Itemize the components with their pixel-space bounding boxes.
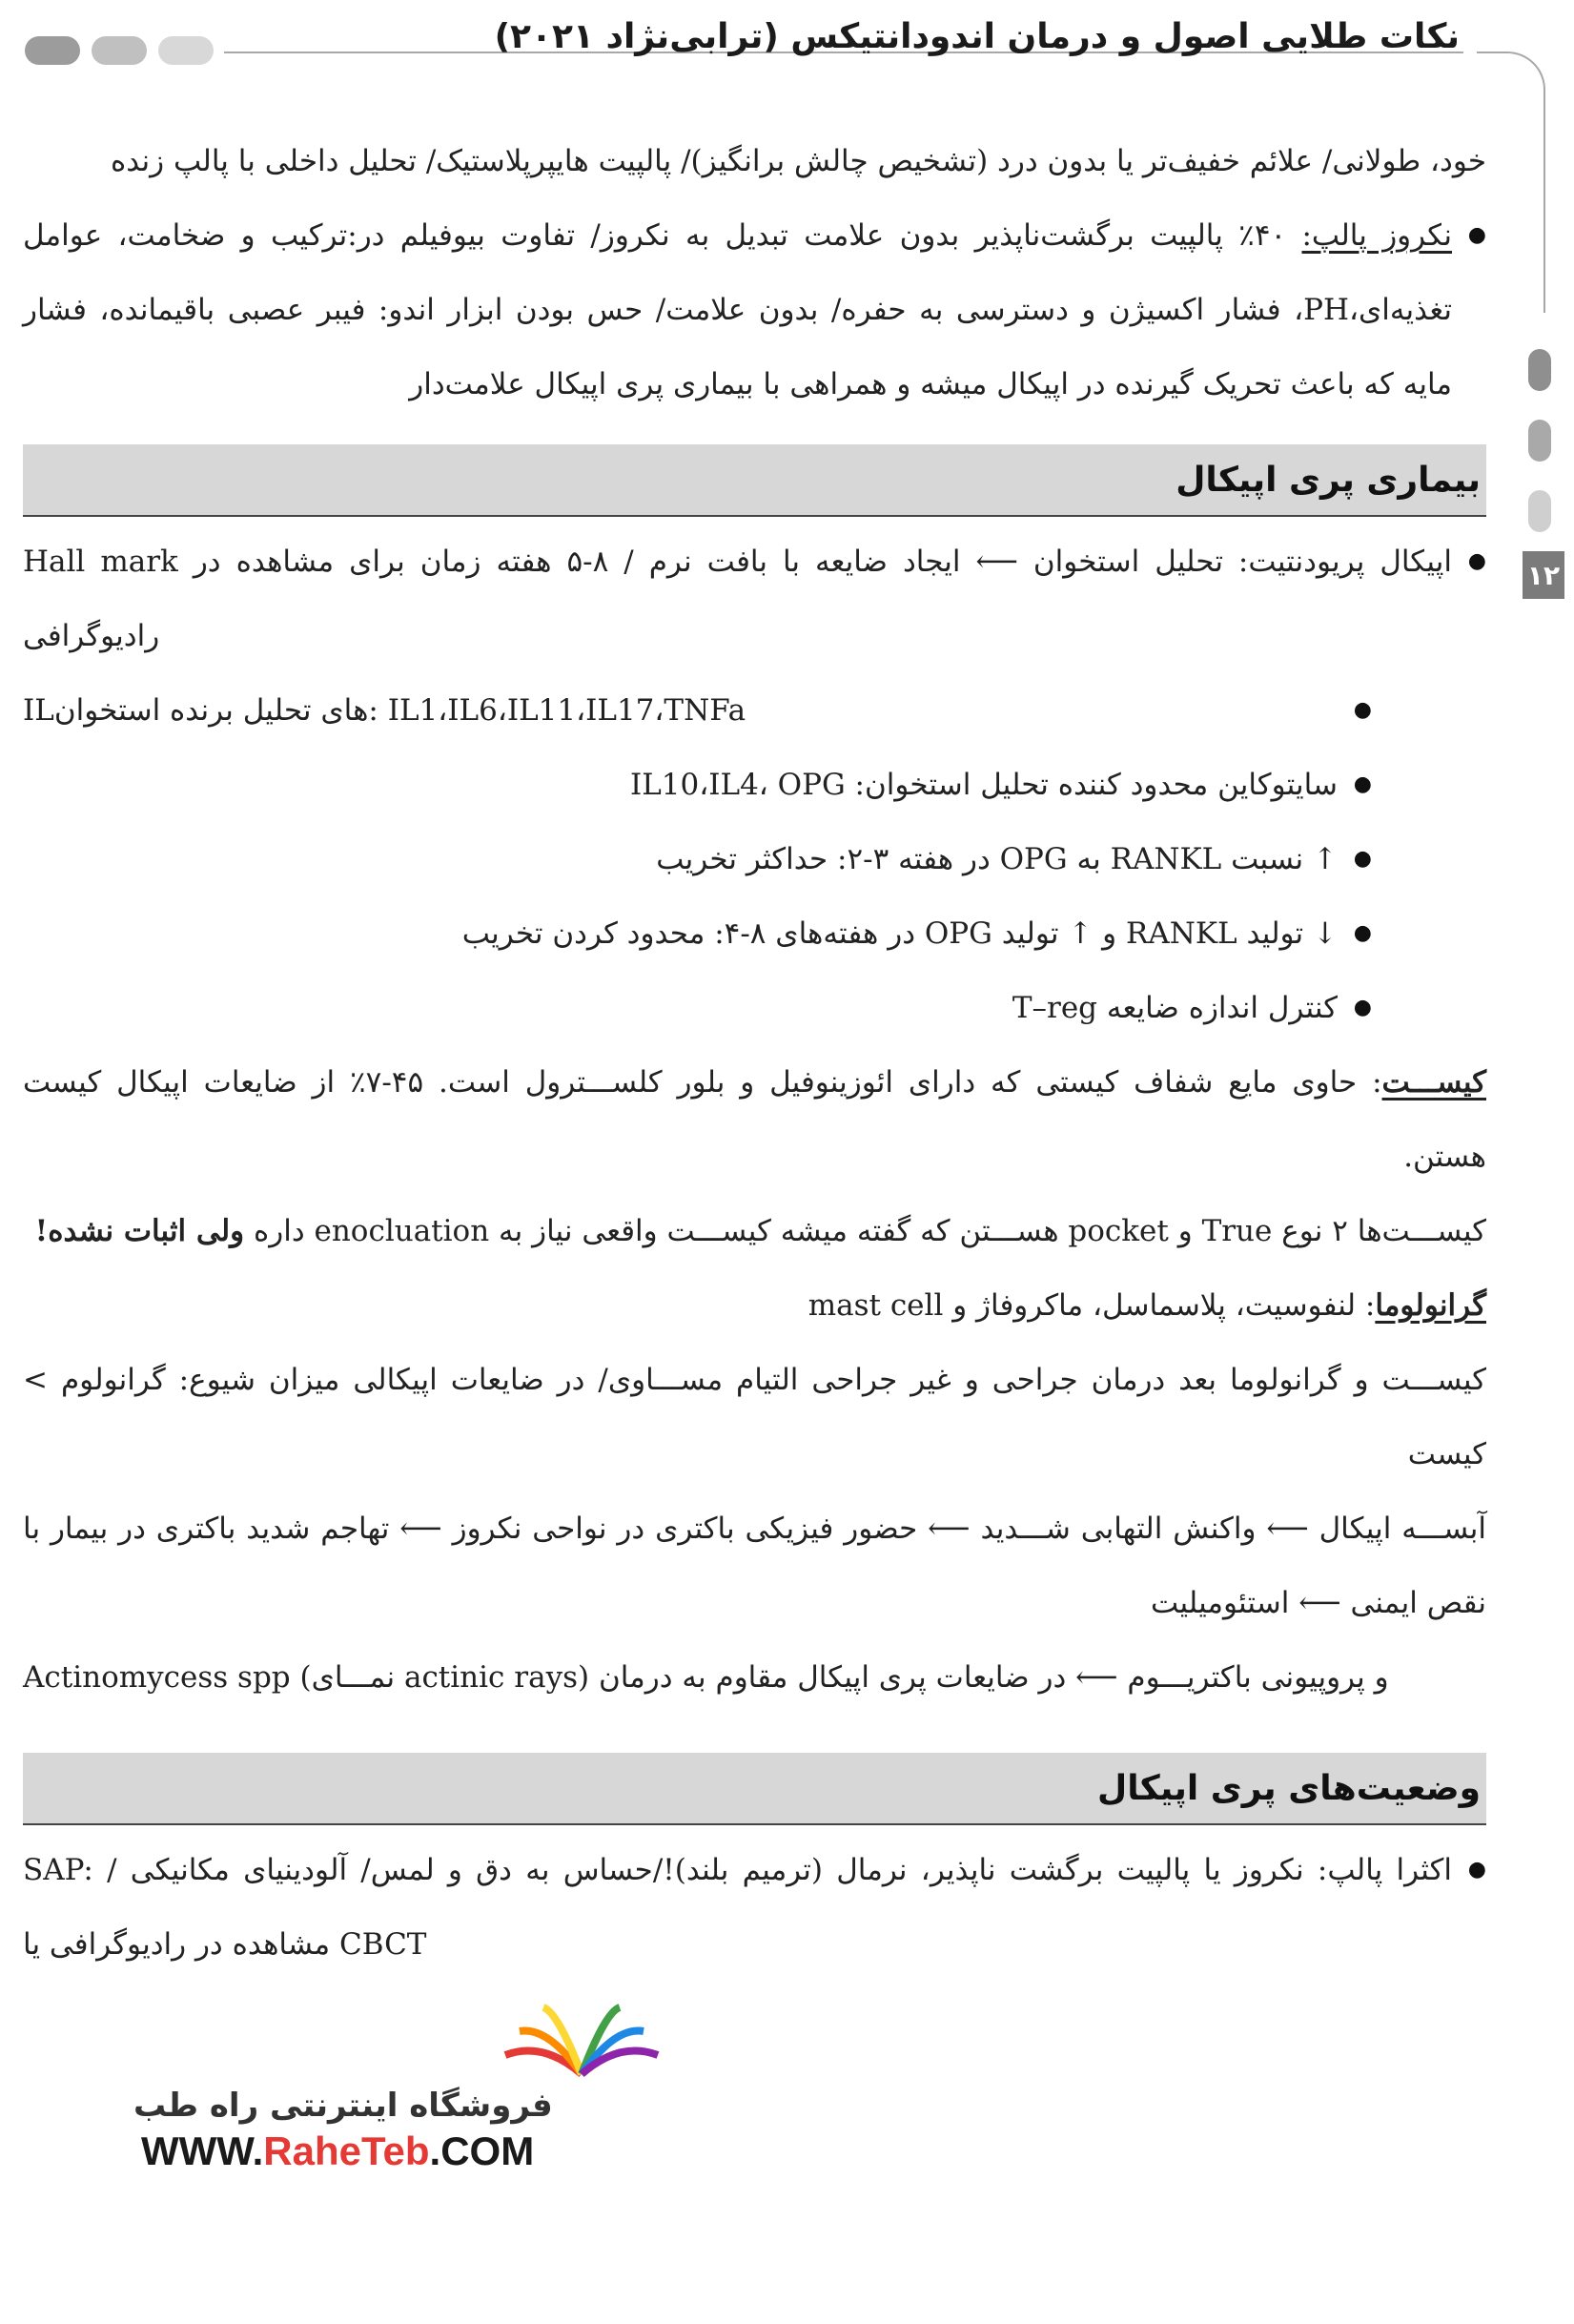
- running-title: نکات طلایی اصول و درمان اندودانتیکس (ترابی‌نژاد ۲۰۲۱): [494, 17, 1460, 56]
- necrosis-text: ۴۰٪ پالپیت برگشت‌ناپذیر بدون علامت تبدیل به نکروز/ تفاوت بیوفیلم در:ترکیب و ضخامت، عوامل تغذیه‌ای،PH، فشار اکسیژن و دسترسی به حفره/ بدون علامت/ حس بودن ابزار اندو: فیبر عصبی باقیمانده، فشار مایه که باعث تحریک گیرنده در اپیکال میشه و همراهی با بیماری پری اپیکال علامت‌دار: [23, 218, 1452, 401]
- actinomyces-paragraph: Actinomycess spp (نمـــای actinic rays) و پروپیونی باکتریـــوم ⟵ در ضایعات پری اپیکال مقاوم به درمان: [23, 1660, 1389, 1695]
- list-item: ● کنترل اندازه ضایعه T–reg: [23, 971, 1372, 1045]
- list-item: ● Hall mark اپیکال پریودنتیت: تحلیل استخوان ⟵ ایجاد ضایعه با بافت نرم / ۸-۵ هفته زمان برای مشاهده در رادیوگرافی: [23, 524, 1486, 673]
- page-header: [0, 0, 1574, 114]
- section-title: بیماری پری اپیکال: [1175, 460, 1481, 500]
- cyst-label: کیســـت: [1381, 1065, 1486, 1100]
- section-header-periapical-conditions: [23, 1753, 1486, 1825]
- decoration-dot: [92, 36, 147, 65]
- list-item: ● ILهای تحلیل برنده استخوان: IL1،IL6،IL11،IL17،TNFa: [23, 673, 1372, 748]
- side-marker: [1528, 349, 1551, 391]
- url-suffix: .COM: [429, 2129, 535, 2173]
- section-header-periapical-disease: [23, 444, 1486, 517]
- cyst-text: : حاوی مایع شفاف کیستی که دارای ائوزینوفیل و بلور کلســـترول است. ۴۵-۷٪ از ضایعات اپیکال کیست هستن.: [23, 1065, 1486, 1174]
- granuloma-text: : لنفوسیت، پلاسماسل، ماکروفاژ و mast cell: [807, 1288, 1376, 1323]
- side-marker: [1528, 490, 1551, 532]
- side-rail: [1543, 113, 1545, 313]
- decoration-dot: [158, 36, 214, 65]
- store-url: [141, 2129, 534, 2174]
- cyst-paragraph: [23, 1045, 1486, 1194]
- list-item: ● SAP: اکثرا پالپ: نکروز یا پالپیت برگشت ناپذیر، نرمال (ترمیم بلند)!/حساس به دق و لمس/ آلودینیای مکانیکی / مشاهده در رادیوگرافی یا CBCT: [23, 1833, 1486, 1982]
- abscess-paragraph: آبســـه اپیکال ⟵ واکنش التهابی شـــدید ⟵ حضور فیزیکی باکتری در نواحی نکروز ⟵ تهاجم شدید باکتری در بیمار با نقص ایمنی ⟵ استئومیلیت: [23, 1512, 1486, 1620]
- decoration-dot: [25, 36, 80, 65]
- list-item: ● ↓ تولید RANKL و ↑ تولید OPG در هفته‌های ۸-۴: محدود کردن تخریب: [23, 896, 1372, 971]
- healing-paragraph: کیســـت و گرانولوما بعد درمان جراحی و غیر جراحی التیام مســـاوی/ در ضایعات اپیکالی میزان شیوع: گرانولوم > کیست: [23, 1363, 1486, 1471]
- header-decoration-dots: [25, 36, 214, 65]
- cyst-types-emphasis: ولی اثبات نشده!: [34, 1214, 245, 1248]
- necrosis-label: نکروز پالپ:: [1301, 218, 1452, 253]
- store-name: فروشگاه اینترنتی راه طب: [133, 2087, 553, 2125]
- cyst-types-paragraph: [23, 1194, 1486, 1268]
- list-item: ● ↑ نسبت RANKL به OPG در هفته ۳-۲: حداکثر تخریب: [23, 822, 1372, 896]
- section-title: وضعیت‌های پری اپیکال: [1097, 1768, 1481, 1808]
- intro-paragraph: خود، طولانی/ علائم خفیف‌تر یا بدون درد (تشخیص چالش برانگیز)/ پالپیت هایپرپلاستیک/ تحلیل داخلی با پالپ زنده: [111, 144, 1486, 178]
- page-number: ۱۲: [1523, 551, 1564, 599]
- list-item: ● سایتوکاین محدود کننده تحلیل استخوان: IL10،IL4، OPG: [23, 748, 1372, 822]
- header-corner-curve: [1477, 51, 1545, 120]
- granuloma-label: گرانولوما: [1375, 1288, 1486, 1323]
- necrosis-bullet: [23, 198, 1486, 422]
- url-prefix: WWW.: [141, 2129, 264, 2173]
- side-marker: [1528, 420, 1551, 462]
- store-watermark: [133, 1984, 705, 2184]
- granuloma-paragraph: [23, 1268, 1486, 1343]
- url-brand: RaheTeb: [263, 2129, 430, 2173]
- page-content: [23, 124, 1486, 1982]
- cyst-types-text: کیســـت‌ها ۲ نوع True و pocket هســـتن که گفته میشه کیســـت واقعی نیاز به enocluation داره: [244, 1214, 1486, 1248]
- book-logo-icon: [486, 1984, 677, 2088]
